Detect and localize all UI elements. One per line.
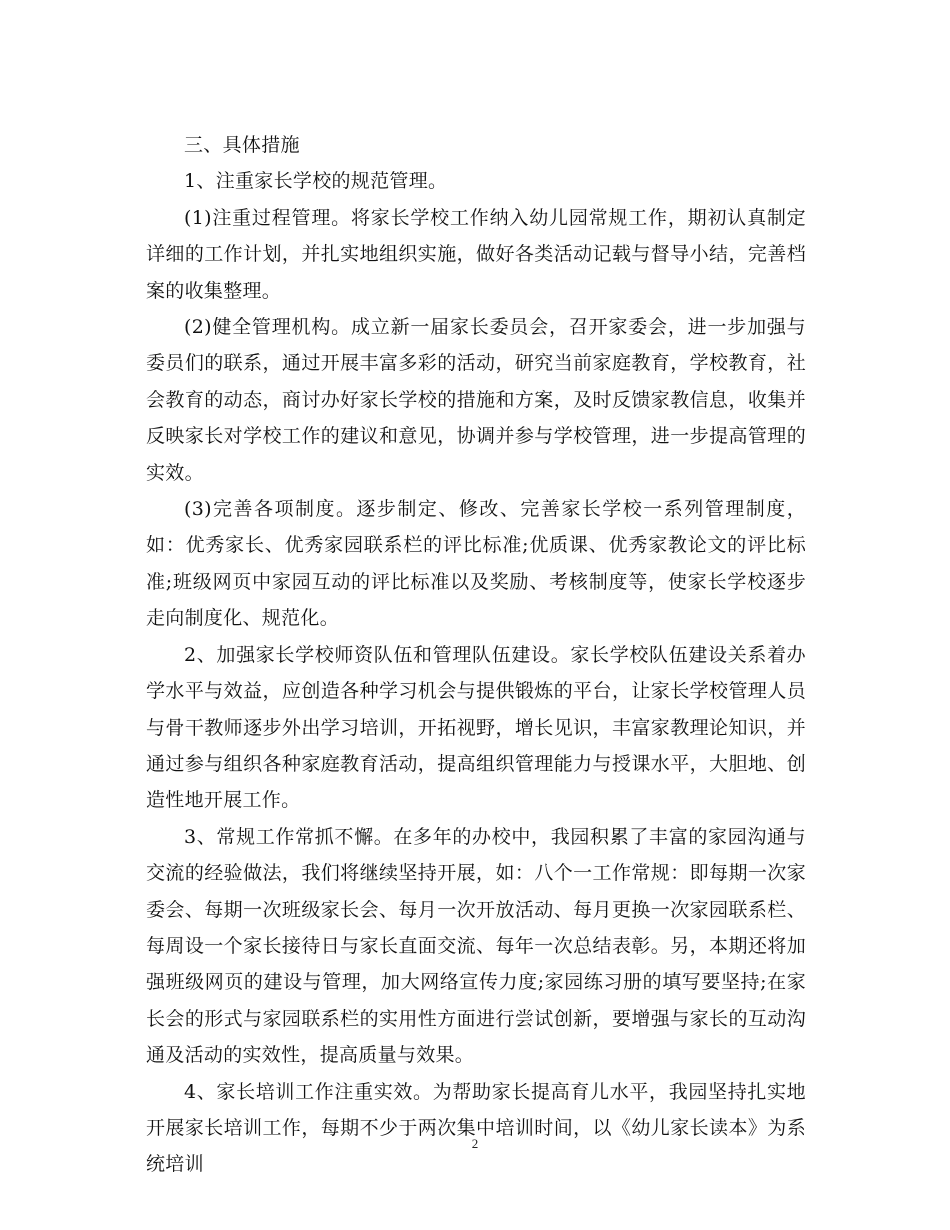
section-heading: 三、具体措施 [184, 134, 300, 156]
paragraph-parent-training: 4、家长培训工作注重实效。为帮助家长提高育儿水平，我园坚持扎实地开展家长培训工作，每期不少于两次集中培训时间，以《幼儿家长读本》为系统培训 [146, 1080, 806, 1176]
document-body [146, 127, 806, 1183]
page-number: 2 [471, 1136, 479, 1151]
paragraph-process-management: (1)注重过程管理。将家长学校工作纳入幼儿园常规工作，期初认真制定详细的工作计划，并扎实地组织实施，做好各类活动记载与督导小结，完善档案的收集整理。 [146, 206, 806, 302]
paragraph-rules-system: (3)完善各项制度。逐步制定、修改、完善家长学校一系列管理制度，如：优秀家长、优秀家园联系栏的评比标准;优质课、优秀家教论文的评比标准;班级网页中家园互动的评比标准以及奖励、考核制度等，使家长学校逐步走向制度化、规范化。 [146, 498, 806, 630]
paragraph-routine-work: 3、常规工作常抓不懈。在多年的办校中，我园积累了丰富的家园沟通与交流的经验做法，我们将继续坚持开展，如：八个一工作常规：即每期一次家委会、每期一次班级家长会、每月一次开放活动、每月更换一次家园联系栏、每周设一个家长接待日与家长直面交流、每年一次总结表彰。另，本期还将加强班级网页的建设与管理，加大网络宣传力度;家园练习册的填写要坚持;在家长会的形式与家园联系栏的实用性方面进行尝试创新，要增强与家长的互动沟通及活动的实效性，提高质量与效果。 [146, 825, 806, 1067]
paragraph-teacher-team: 2、加强家长学校师资队伍和管理队伍建设。家长学校队伍建设关系着办学水平与效益，应创造各种学习机会与提供锻炼的平台，让家长学校管理人员与骨干教师逐步外出学习培训，开拓视野，增长见识，丰富家教理论知识，并通过参与组织各种家庭教育活动，提高组织管理能力与授课水平，大胆地、创造性地开展工作。 [146, 643, 806, 812]
paragraph-management-organization: (2)健全管理机构。成立新一届家长委员会，召开家委会，进一步加强与委员们的联系，通过开展丰富多彩的活动，研究当前家庭教育，学校教育，社会教育的动态，商讨办好家长学校的措施和方案，及时反馈家教信息，收集并反映家长对学校工作的建议和意见，协调并参与学校管理，进一步提高管理的实效。 [146, 316, 806, 484]
subheading-1: 1、注重家长学校的规范管理。 [184, 170, 448, 193]
